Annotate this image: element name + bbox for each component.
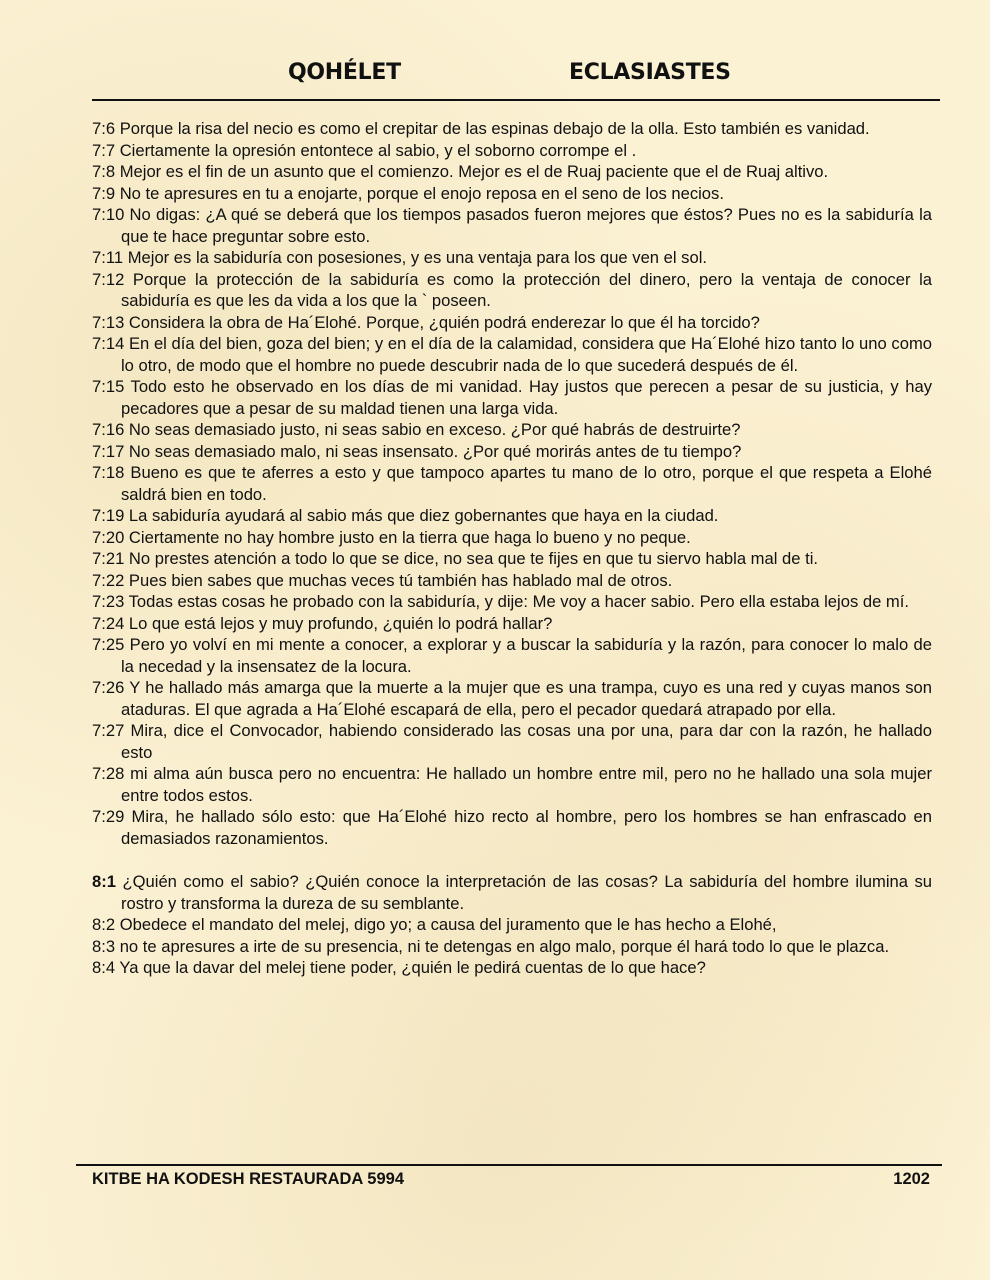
verse: [92, 419, 932, 441]
verse-text: Todo esto he observado en los días de mi vanidad. Hay justos que perecen a pesar de su justicia, y hay pecadores que a pesar de su maldad tienen una larga vida.: [121, 377, 932, 418]
verse: [92, 957, 932, 979]
verse-text: Considera la obra de Ha´Elohé. Porque, ¿quién podrá enderezar lo que él ha torcido?: [128, 312, 760, 332]
verse-text: En el día del bien, goza del bien; y en el día de la calamidad, considera que Ha´Elohé hizo tanto lo uno como lo otro, de modo que el hombre no puede descubrir nada de lo que sucederá después de él.: [121, 334, 932, 375]
verse-text: Mira, dice el Convocador, habiendo considerado las cosas una por una, para dar con la razón, he hallado esto: [121, 721, 932, 762]
chapter-break: [92, 849, 932, 871]
verse: [92, 613, 932, 635]
verse: [92, 763, 932, 806]
verse: [92, 333, 932, 376]
verse-ref: 7:6: [92, 119, 116, 138]
verse: [92, 161, 932, 183]
verse: [92, 548, 932, 570]
verse-text: Pues bien sabes que muchas veces tú también has hablado mal de otros.: [128, 570, 673, 590]
verse-text: Mejor es el fin de un asunto que el comienzo. Mejor es el de Ruaj paciente que el de Ruaj altivo.: [119, 162, 829, 181]
verse-text: No prestes atención a todo lo que se dice, no sea que te fijes en que tu siervo habla mal de ti.: [128, 549, 818, 568]
footer-divider: [76, 1164, 942, 1166]
verse-text: No seas demasiado malo, ni seas insensato. ¿Por qué morirás antes de tu tiempo?: [128, 441, 742, 461]
verse-ref: 7:15: [92, 377, 125, 396]
verse: [92, 505, 932, 527]
verse-ref: 7:25: [92, 635, 125, 654]
verse: [92, 462, 932, 505]
verse-text: mi alma aún busca pero no encuentra: He hallado un hombre entre mil, pero no he hallado una sola mujer entre todos estos.: [121, 764, 932, 805]
verse-ref: 8:4: [92, 958, 116, 977]
verse-text: no te apresures a irte de su presencia, ni te detengas en algo malo, porque él hará todo lo que le plazca.: [119, 936, 890, 956]
header-divider: [92, 99, 940, 101]
page-footer: [92, 1170, 932, 1194]
verse-ref: 7:7: [92, 140, 116, 160]
verse: [92, 914, 932, 936]
verse-text: Mira, he hallado sólo esto: que Ha´Elohé hizo recto al hombre, pero los hombres se han enfrascado en demasiados razonamientos.: [121, 807, 932, 848]
verse-ref: 7:16: [92, 420, 125, 439]
verse-text: La sabiduría ayudará al sabio más que diez gobernantes que haya en la ciudad.: [128, 506, 719, 525]
verse: [92, 591, 932, 613]
verse: [92, 118, 932, 140]
verse-text: Y he hallado más amarga que la muerte a la mujer que es una trampa, cuyo es una red y cuyas manos son ataduras. El que agrada a Ha´Elohé escapará de ella, pero el pecador quedará atrapado por ella.: [121, 678, 933, 719]
verse-text: Porque la risa del necio es como el crepitar de las espinas debajo de la olla. Esto también es vanidad.: [119, 119, 870, 138]
verse-text: No seas demasiado justo, ni seas sabio en exceso. ¿Por qué habrás de destruirte?: [128, 420, 741, 439]
verse: [92, 183, 932, 205]
page-number: 1202: [893, 1170, 930, 1188]
verse-ref: 7:17: [92, 441, 125, 461]
verse-text: ¿Quién como el sabio? ¿Quién conoce la interpretación de las cosas? La sabiduría del hombre ilumina su rostro y transforma la dureza de su semblante.: [121, 872, 932, 913]
verse: [92, 527, 932, 549]
verse-text: No te apresures en tu a enojarte, porque el enojo reposa en el seno de los necios.: [119, 183, 724, 203]
verse-ref: 7:12: [92, 269, 125, 289]
verse: [92, 677, 932, 720]
verse: [92, 871, 932, 914]
verse-ref: 7:13: [92, 312, 125, 332]
verse-text: Mejor es la sabiduría con posesiones, y es una ventaja para los que ven el sol.: [127, 248, 707, 267]
verse: [92, 204, 932, 247]
verse-ref: 7:8: [92, 162, 116, 181]
verse-ref: 7:10: [92, 205, 125, 224]
verse-ref: 7:9: [92, 183, 116, 203]
header-title-spanish: ECLASIASTES: [569, 60, 731, 85]
verse: [92, 376, 932, 419]
verse-ref: 7:19: [92, 506, 125, 525]
verse: [92, 269, 932, 312]
verse-text: Pero yo volví en mi mente a conocer, a explorar y a buscar la sabiduría y la razón, para conocer lo malo de la necedad y la insensatez de la locura.: [121, 635, 932, 676]
verse-text: Bueno es que te aferres a esto y que tampoco apartes tu mano de lo otro, porque el que respeta a Elohé saldrá bien en todo.: [121, 463, 932, 504]
verse: [92, 312, 932, 334]
verse-ref: 7:20: [92, 527, 125, 547]
verse-ref: 8:3: [92, 936, 116, 956]
verse-text: Todas estas cosas he probado con la sabiduría, y dije: Me voy a hacer sabio. Pero ella estaba lejos de mí.: [128, 592, 909, 611]
verse-ref: 7:29: [92, 807, 125, 826]
scripture-text: [92, 118, 932, 979]
book-title: KITBE HA KODESH RESTAURADA 5994: [92, 1170, 405, 1188]
page-header: [92, 56, 940, 92]
verse-ref: 8:2: [92, 915, 116, 934]
verse: [92, 806, 932, 849]
chapter-start-ref: 8:1: [92, 872, 116, 891]
verse-text: Lo que está lejos y muy profundo, ¿quién lo podrá hallar?: [128, 613, 553, 633]
verse-ref: 7:24: [92, 613, 125, 633]
verse-text: No digas: ¿A qué se deberá que los tiempos pasados fueron mejores que éstos? Pues no es la sabiduría la que te hace preguntar sobre esto.: [121, 205, 932, 246]
verse-ref: 7:27: [92, 721, 125, 740]
verse: [92, 720, 932, 763]
verse: [92, 441, 932, 463]
header-title-hebrew: QOHÉLET: [288, 60, 401, 85]
verse-text: Obedece el mandato del melej, digo yo; a causa del juramento que le has hecho a Elohé,: [119, 915, 777, 934]
verse-text: Porque la protección de la sabiduría es como la protección del dinero, pero la ventaja de conocer la sabiduría es que les da vida a los que la ` poseen.: [121, 269, 932, 310]
verse-ref: 7:28: [92, 764, 125, 783]
verse-ref: 7:23: [92, 592, 125, 611]
verse-ref: 7:22: [92, 570, 125, 590]
verse: [92, 140, 932, 162]
verse-ref: 7:11: [92, 248, 124, 267]
verse-text: Ciertamente no hay hombre justo en la tierra que haga lo bueno y no peque.: [128, 527, 691, 547]
verse-text: Ciertamente la opresión entontece al sabio, y el soborno corrompe el .: [119, 140, 637, 160]
verse-ref: 7:21: [92, 549, 125, 568]
verse-text: Ya que la davar del melej tiene poder, ¿quién le pedirá cuentas de lo que hace?: [119, 958, 706, 977]
verse-ref: 7:26: [92, 678, 125, 697]
verse-ref: 7:18: [92, 463, 125, 482]
verse: [92, 936, 932, 958]
verse-ref: 7:14: [92, 334, 125, 353]
verse: [92, 634, 932, 677]
verse: [92, 247, 932, 269]
verse: [92, 570, 932, 592]
